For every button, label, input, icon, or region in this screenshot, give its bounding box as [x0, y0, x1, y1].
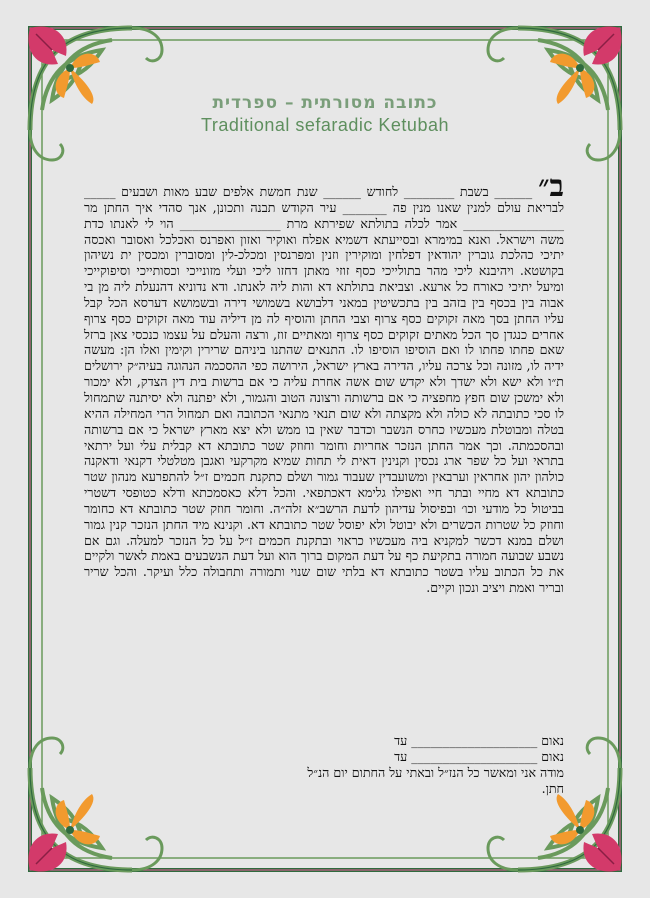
witness-line-1: נאום ____________________ עד [394, 733, 564, 748]
body-paragraph: ______ בשבת ________ לחודש ______ שנת חמשת אלפים שבע מאות ושבעים _____ לבריאת עולם למנין שאנו מנין פה _______ עיר הקודש תבנה ותכונן, אנך סהדי איך החתן מר ________________ אמר לכלה בתולתא שפירתא מרת ________________ הוי לי לאנתו כדת משה וישראל. ואנא במימרא ובסייעתא דשמיא אפלח ואוקיר ואזון ואפרנס ואכלכל ואסובר ואכסה יתיכי כהלכת גוברין יהודאין דפלחין ומוקירין וזנין ומפרנסין ומכלכ-לין ומסוברין ומכסין ית נשיהון בקושטא. ויהיבנא ליכי מהר בתולייכי כסף זוזי מאתן דחזו ליכי ועלי מזונייכי וכסותייכי וסיפוקייכי ומיעל יתיכי כאורח כל ארעא. וצביאת בתולתא דא והות ליה לאנתו. ודא נדוניא דהנעלת ליה מן בי אבוה בין בכסף בין בזהב בין בתכשיטין במאני דלבושא בשמושי דירה ובשמושא דערסא הכל קבל עליו החתן בסך מאה זקוקים כסף צרוף וצבי החתן והוסיף לה מן דיליה עוד מאה זקוקים כסף צרוף אחרים כנגדן סך הכל מאתים זקוקים כסף צרוף ומאתיים זוז, ורצה והעלם על עצמו כנכסי צאן ברזל שאם פחתו פחתו לו ואם הוסיפו הוסיפו לו. התנאים שהתנו ביניהם שרירין וקימין ואלו הן: מעשה ידיה לו, מזונה וכל צרכה עליו, הדירה בארץ ישראל, הירושה כפי ההסכמה הנהוגה בעיה״ק ירושלים ת״ו ולא ישא ולא ישדך ולא יקדש שום אשה אחרת עליה כי אם ברשות בית דין הצדק, ולא ימכור ולא ימשכן שום חפץ מחפציה כי אם ברשותה ורצונה הטוב והגמור, ולא יפתנה ולא יסיתנה שתמחול לו סכי כתובתה לא כולה ולא מקצתה ולא שום תנאי מתנאי הכתובה ואם תמחול הרי המחילה ההיא בטלה ומבוטלת מעכשיו כחרס הנשבר וכדבר שאין בו ממש ולא יצא מארץ ישראל כי אם ברשותה ובהסכמתה. וכך אמר החתן הנזכר אחריות וחומר וחוזק שטר כתובתא דא קבלית עלי ועל ירתאי בתראי ועל כל שפר ארג נכסין וקנינין דאית לי תחות שמיא מקרקעי ואגבן מטלטלי דקנאי ודאקנה כולהון יהון אחראין וערבאין ומשועבדין שעבוד גמור ושלם כתקנת חכמים ז״ל להתפרעא מנהון שטר כתובתא דא מחיי ובתר חיי ואפילו גלימא דאכתפאי. והכל דלא כאסמכתא ודלא כטופסי דשטרי בביטול כל מודעי וכו׳ ובפיסול עדיהון לדעת הרשב״א זלה״ה. וחומר חוזק שטר כתובתא דא כחומר וחוזק כל שטרות הכשרים ולא יבוטל ולא יפוסל שטר כתובתא דא. וקנינא מיד החתן הנזכר קנין גמור ושלם במנא דכשר למקניא ביה מעכשיו כראוי ובתקנת חכמים ז״ל על כל הנזכר למעלה. וגם אם נשבע שבועה חמורה בתקיעת כף על דעת המקום ברוך הוא ועל דעת הנשבעים באמת לאשר ולקיים את כל הכתוב עליו בשטר כתובתא דא בלתי שום שנוי ותמורה ותחבולה כלל ועיקר. והכל שריר ובריר ואמת ויציב ונכון וקיים. [84, 184, 564, 596]
witness-line-2: נאום ____________________ עד [394, 749, 564, 764]
closing-signature: חתן. [541, 781, 564, 796]
hebrew-title: כתובה מסורתית – ספרדית [212, 93, 438, 113]
ketubah-text [84, 169, 564, 596]
title-block [0, 93, 650, 136]
closing-line: מודה אני ומאשר כל הנז״ל ובאתי על החתום יום הנ״ל [307, 765, 564, 780]
opening-letters: ב״ [538, 169, 564, 204]
english-title: Traditional sefaradic Ketubah [201, 115, 449, 135]
ketubah-body [84, 169, 564, 596]
corner-vine-ornament-bottom-left [28, 738, 162, 872]
